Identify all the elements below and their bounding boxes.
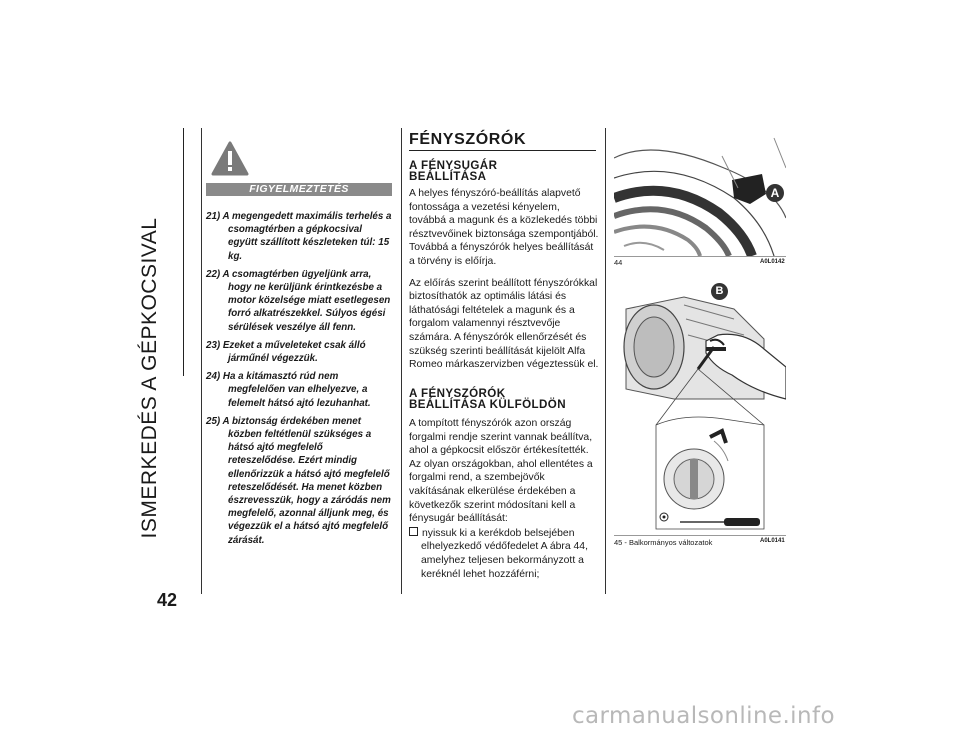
paragraph: A tompított fényszórók azon ország forgalmi rendje szerint vannak beállítva, ahol a gépkocsit először értékesítették. Az olyan országokban, ahol ellentétes a forgalmi rend, a szembejövők vakításának elkerülése érdekében a következők szerint módosítani kell a fénysugár beállítását: (409, 418, 593, 525)
bullet-text: nyissuk ki a kerékdob belsejében elhelyezkedő védőfedelet A ábra 44, amelyhez teljesen bekormányzott a keréknél lehet hozzáférni; (421, 527, 588, 580)
figure-45-rule (614, 535, 786, 536)
warning-column-rule-left (201, 128, 202, 594)
callout-a: A (766, 184, 784, 202)
figure-44-wheel-arch-image (614, 128, 786, 256)
warning-list (206, 210, 392, 552)
section-title-rule (183, 128, 184, 376)
section-heading-line: BEÁLLÍTÁSA KÜLFÖLDÖN (409, 398, 566, 411)
figure-44-rule (614, 256, 786, 257)
figure-45-code: A0L0141 (760, 538, 785, 544)
figure-44-number: 44 (614, 258, 623, 267)
checkbox-bullet-icon (409, 527, 418, 536)
paragraph: A helyes fényszóró-beállítás alapvető fontossága a vezetési kényelem, továbbá a magunk és a közlekedés többi résztvevőinek biztonsága szempontjából. Továbbá a fényszórók helyes beállítását a törvény is előírja. (409, 188, 599, 267)
callout-b: B (711, 283, 728, 300)
warning-item: 21) A megengedett maximális terhelés a csomagtérben a gépkocsival együtt szállított készleteken túl: 15 kg. (206, 211, 392, 262)
warning-item: 25) A biztonság érdekében menet közben feltétlenül szükséges a hátsó ajtó megfelelő reteszelődése. Ezért mindig ellenőrizzük a hátsó ajtó megfelelő reteszelődését. Ha menet közben észrevesszük, hogy a záródás nem megfelelő, azonnal álljunk meg, és végezzük el a hátsó ajtó megfelelő zárását. (206, 415, 391, 546)
page-heading-rule (409, 150, 596, 151)
warning-item: 22) A csomagtérben ügyeljünk arra, hogy ne kerüljünk érintkezésbe a motor közelsége miatt esetlegesen forró alkatrészekkel. Súlyos égési sérülések veszélye áll fenn. (206, 268, 391, 333)
section-title: ISMERKEDÉS A GÉPKOCSIVAL (138, 217, 161, 539)
warning-header: FIGYELMEZTETÉS (206, 183, 392, 196)
warning-triangle-icon (210, 140, 250, 178)
paragraph: Az előírás szerint beállított fényszórókkal biztosíthatók az optimális látási és láthatósági feltételek a magunk és a forgalom valamennyi résztvevője számára. A fényszórók ellenőrzését és szükség szerinti beállítását kijelölt Alfa Romeo márkaszervizben végeztessük el. (409, 277, 599, 371)
text-column-rule (605, 128, 606, 594)
warning-column-rule-right (401, 128, 402, 594)
section-heading-line: A FÉNYSUGÁR (409, 159, 498, 172)
page-number: 42 (157, 590, 178, 610)
figure-45-headlamp-adjustment-image (614, 279, 786, 534)
bullet-item (409, 527, 599, 581)
page-heading: FÉNYSZÓRÓK (409, 131, 527, 148)
section-abroad-adjustment (409, 388, 599, 581)
figure-44-code: A0L0142 (760, 259, 785, 265)
section-beam-adjustment (409, 160, 599, 372)
warning-item: 24) Ha a kitámasztó rúd nem megfelelően van elhelyezve, a felemelt hátsó ajtó lezuhanhat. (206, 371, 371, 409)
figure-45-caption: 45 - Balkormányos változatok (614, 538, 713, 547)
section-heading-line: A FÉNYSZÓRÓK (409, 387, 506, 400)
warning-item: 23) Ezeket a műveleteket csak álló járműnél végezzük. (206, 339, 366, 365)
watermark-text: carmanualsonline.info (572, 703, 835, 729)
section-heading-line: BEÁLLÍTÁSA (409, 170, 487, 183)
